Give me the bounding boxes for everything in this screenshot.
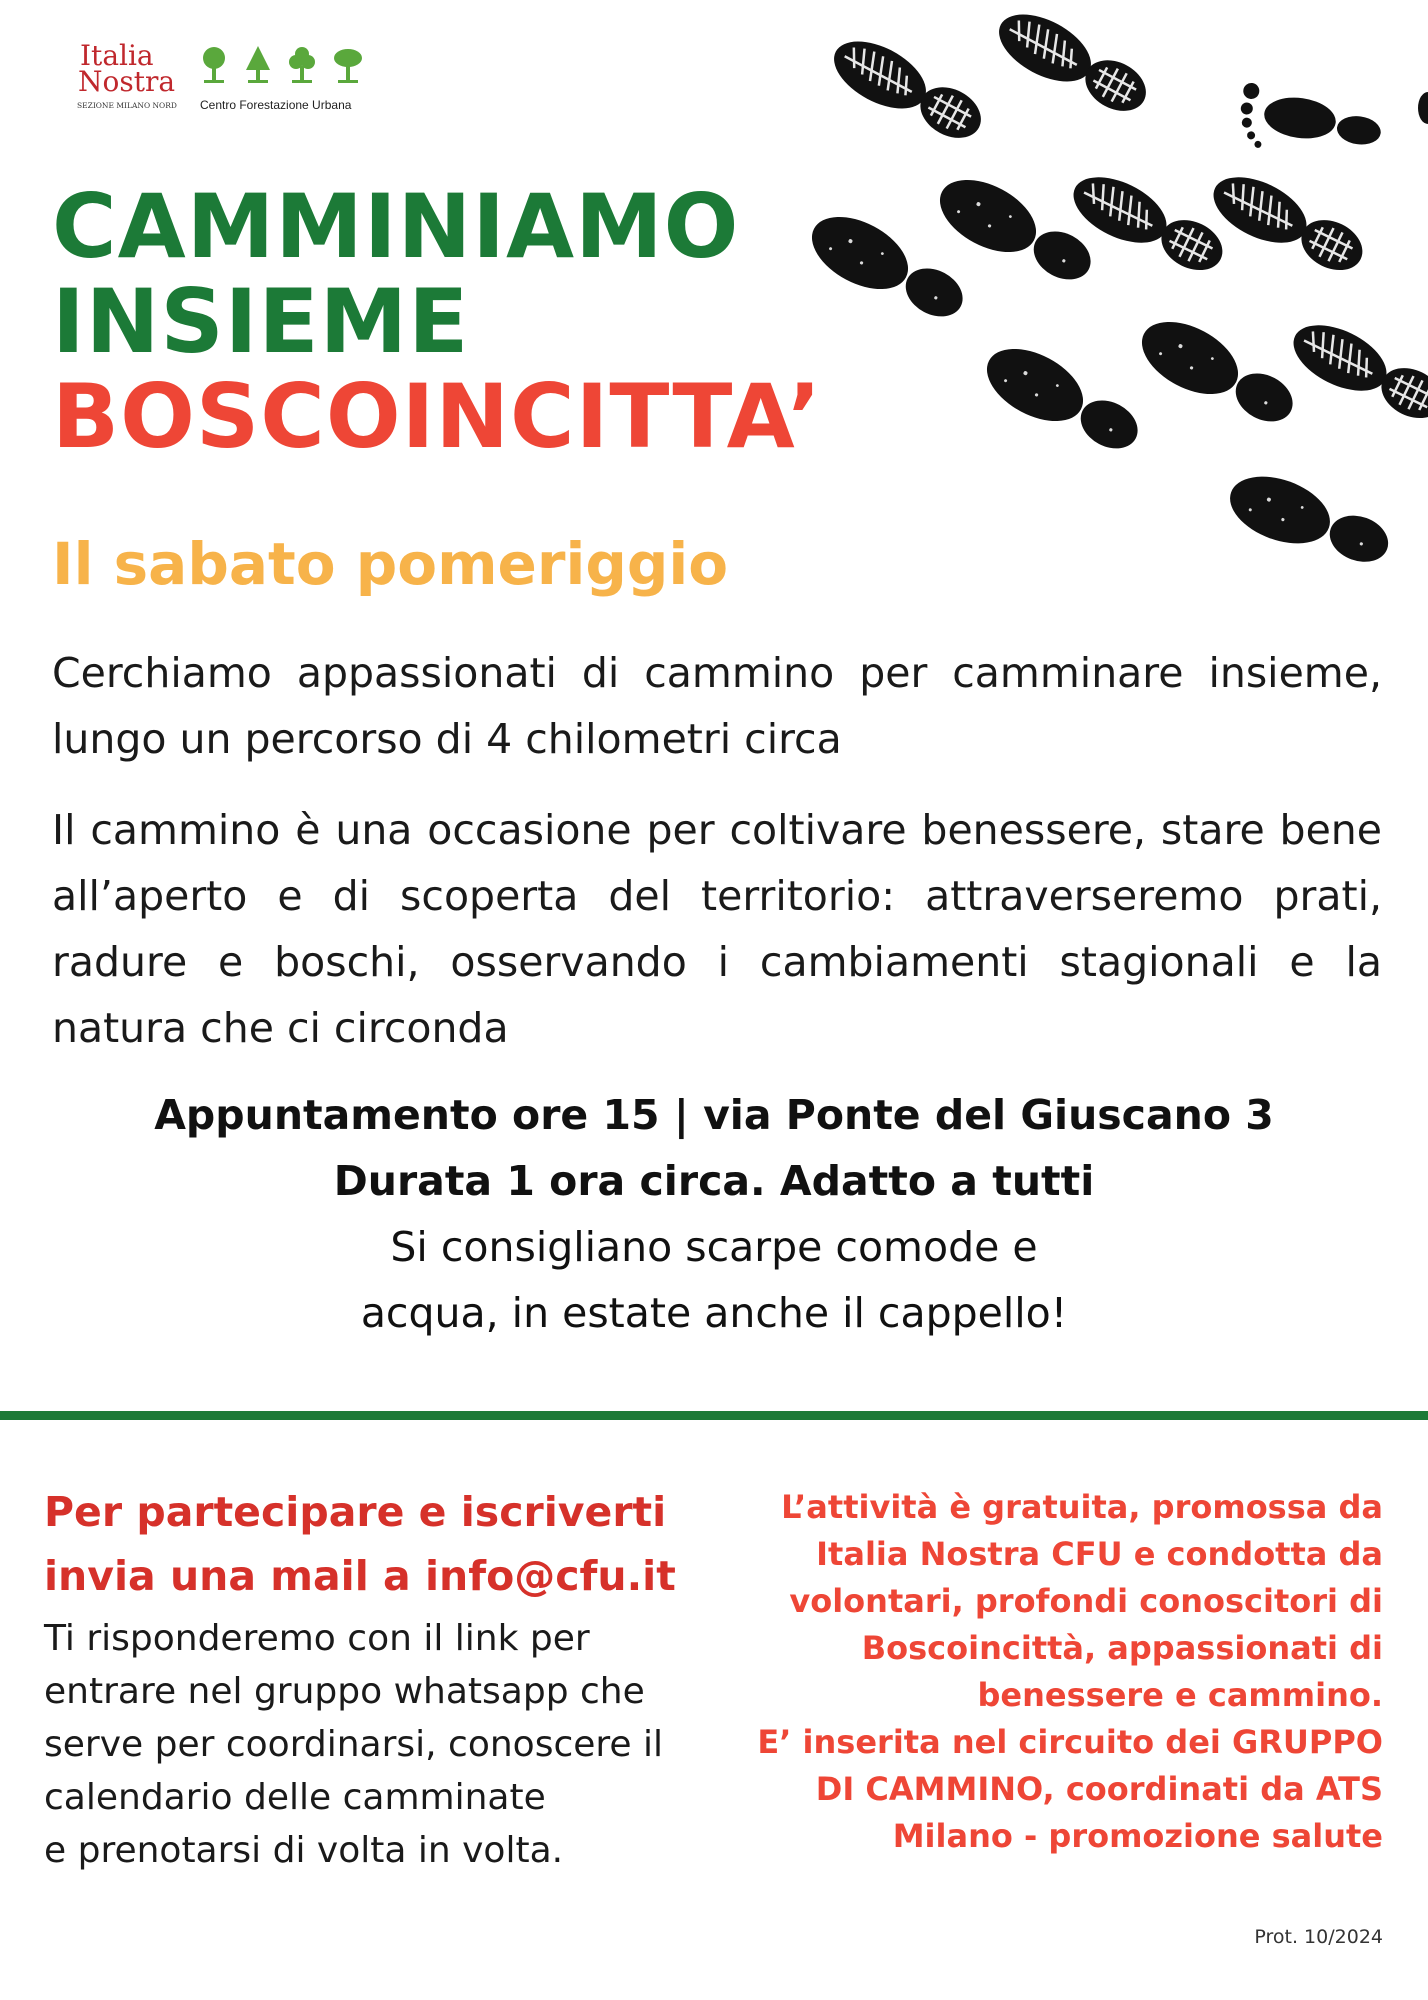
section-divider: [0, 1411, 1428, 1420]
info-line: E’ inserita nel circuito dei GRUPPO: [757, 1723, 1383, 1761]
logo-cfu-text: Centro Forestazione Urbana: [200, 98, 352, 112]
info-line: volontari, profondi conoscitori di: [789, 1582, 1383, 1620]
signup-heading-2: invia una mail a info@cfu.it: [44, 1552, 676, 1600]
title-line-1: CAMMINIAMO: [52, 175, 740, 278]
info-line: benessere e cammino.: [977, 1676, 1383, 1714]
logo-italia-text: Italia: [80, 39, 154, 72]
advice-line-1: Si consigliano scarpe comode e: [390, 1223, 1038, 1271]
logo-sezione-text: SEZIONE MILANO NORD: [77, 101, 177, 110]
info-line: Italia Nostra CFU e condotta da: [816, 1535, 1383, 1573]
subtitle: Il sabato pomeriggio: [52, 530, 729, 598]
signup-body-line: calendario delle camminate: [44, 1777, 546, 1818]
tree-icon: [202, 44, 372, 96]
logo-nostra-text: Nostra: [78, 65, 176, 98]
signup-body-line: e prenotarsi di volta in volta.: [44, 1830, 564, 1871]
signup-body-line: entrare nel gruppo whatsapp che: [44, 1671, 645, 1712]
duration-line: Durata 1 ora circa. Adatto a tutti: [333, 1157, 1095, 1205]
info-line: Milano - promozione salute: [892, 1817, 1383, 1855]
title-line-3: BOSCOINCITTA’: [52, 365, 823, 468]
signup-body-line: Ti risponderemo con il link per: [44, 1618, 590, 1659]
info-line: L’attività è gratuita, promossa da: [781, 1488, 1383, 1526]
signup-heading-1: Per partecipare e iscriverti: [44, 1488, 667, 1536]
footprints-illustration: [760, 0, 1428, 580]
info-line: Boscoincittà, appassionati di: [861, 1629, 1383, 1667]
intro-paragraph-2: Il cammino è una occasione per coltivare benessere, stare bene all’aperto e di scoperta del territorio: attraverseremo prati, radure e boschi, osservando i cambiamenti stagionali e la natura che ci circonda: [52, 806, 1382, 1052]
advice-line-2: acqua, in estate anche il cappello!: [360, 1289, 1068, 1337]
appointment-line: Appuntamento ore 15 | via Ponte del Giuscano 3: [154, 1091, 1274, 1139]
italia-nostra-logo: [40, 39, 352, 120]
protocol-number: Prot. 10/2024: [1254, 1926, 1383, 1948]
title-line-2: INSIEME: [52, 270, 470, 373]
info-line: DI CAMMINO, coordinati da ATS: [815, 1770, 1383, 1808]
intro-paragraph-1: Cerchiamo appassionati di cammino per camminare insieme, lungo un percorso di 4 chilometri circa: [52, 649, 1382, 763]
signup-body-line: serve per coordinarsi, conoscere il: [44, 1724, 663, 1765]
